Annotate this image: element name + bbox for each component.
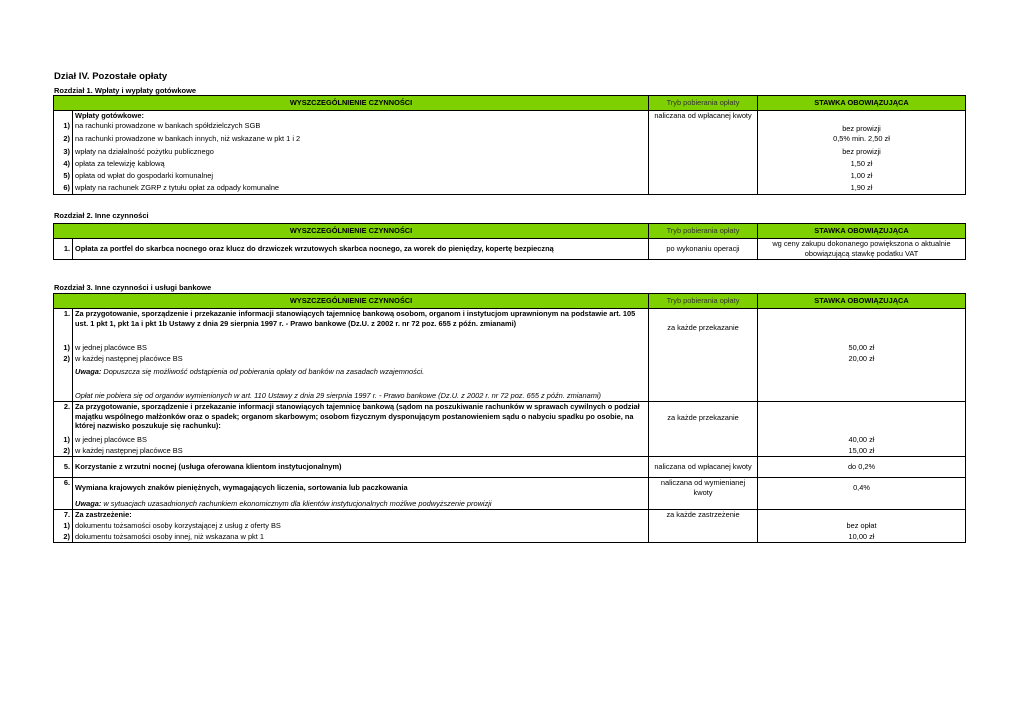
section-2-table <box>53 223 966 260</box>
table-row <box>54 183 966 195</box>
note-text-2: Opłat nie pobiera się od organów wymienionych w art. 110 Ustawy z dnia 29 sierpnia 1997 r. - Prawo bankowe (Dz.U. z 2002 r. nr 72 poz. 655 z późn. zmianami) <box>73 379 649 402</box>
table-row <box>54 343 966 354</box>
row-rate: 20,00 zł <box>758 354 966 365</box>
row-description: Za zastrzeżenie: <box>73 510 649 521</box>
row-rate: 1,00 zł <box>758 171 966 183</box>
row-rate: bez prowizji <box>758 121 966 134</box>
row-mode: po wykonaniu operacji <box>649 239 758 260</box>
table-header <box>54 224 966 239</box>
row-mode: naliczana od wymienianej kwoty <box>649 478 758 499</box>
section-2-title: Rozdział 2. Inne czynności <box>54 211 149 220</box>
row-number: 2) <box>54 532 73 543</box>
row-number: 1. <box>54 309 73 333</box>
section-1-table <box>53 95 966 195</box>
row-number: 1. <box>54 239 73 260</box>
row-number: 4) <box>54 159 73 171</box>
row-rate: bez prowizji <box>758 147 966 159</box>
row-description: na rachunki prowadzone w bankach spółdzielczych SGB <box>73 121 649 134</box>
table-header <box>54 96 966 111</box>
row-number: 6. <box>54 478 73 499</box>
header-rate: STAWKA OBOWIĄZUJĄCA <box>758 294 966 309</box>
note-row <box>54 379 966 402</box>
header-mode: Tryb pobierania opłaty <box>649 96 758 111</box>
row-mode: za każde przekazanie <box>649 309 758 333</box>
table-row <box>54 435 966 446</box>
table-row <box>54 309 966 333</box>
table-row <box>54 159 966 171</box>
row-number: 7. <box>54 510 73 521</box>
row-description: Wymiana krajowych znaków pieniężnych, wymagających liczenia, sortowania lub paczkowania <box>73 478 649 499</box>
row-description: w każdej następnej placówce BS <box>73 446 649 457</box>
row-description: dokumentu tożsamości osoby korzystającej z usług z oferty BS <box>73 521 649 532</box>
row-description: opłata za telewizję kablową <box>73 159 649 171</box>
page-title: Dział IV. Pozostałe opłaty <box>54 71 168 82</box>
note-label: Uwaga: <box>75 498 102 508</box>
row-number: 2) <box>54 354 73 365</box>
table-row <box>54 510 966 521</box>
row-rate: 0,5% min. 2,50 zł <box>758 134 966 147</box>
row-number: 3) <box>54 147 73 159</box>
row-rate: do 0,2% <box>758 457 966 478</box>
row-number: 2) <box>54 134 73 147</box>
row-number: 6) <box>54 183 73 195</box>
table-row <box>54 446 966 457</box>
row-description: Za przygotowanie, sporządzenie i przekazanie informacji stanowiących tajemnicę bankową osobom, organom i instytucjom uprawnionym na podstawie art. 105 ust. 1 pkt 1, pkt 1a i pkt 1b Ustawy z dnia 29 sierpnia 1997 r. - Prawo bankowe (Dz.U. z 2002 r. nr 72 poz. 655 z późn. zmianami) <box>73 309 649 333</box>
table-row <box>54 134 966 147</box>
row-description: wpłaty na rachunek ZGRP z tytułu opłat za odpady komunalne <box>73 183 649 195</box>
row-number: 1) <box>54 521 73 532</box>
section-1-heading: Wpłaty gotówkowe: <box>73 111 649 121</box>
row-rate: 40,00 zł <box>758 435 966 446</box>
row-description: wpłaty na działalność pożytku publicznego <box>73 147 649 159</box>
row-description: w jednej placówce BS <box>73 435 649 446</box>
row-mode: za każde zastrzeżenie <box>649 510 758 521</box>
table-row <box>54 521 966 532</box>
table-row <box>54 354 966 365</box>
table-row <box>54 171 966 183</box>
row-number: 1) <box>54 343 73 354</box>
row-description: dokumentu tożsamości osoby innej, niż wskazana w pkt 1 <box>73 532 649 543</box>
row-number: 2. <box>54 402 73 435</box>
header-description: WYSZCZEGÓLNIENIE CZYNNOŚCI <box>54 224 649 239</box>
row-mode: naliczana od wpłacanej kwoty <box>649 457 758 478</box>
row-description: na rachunki prowadzone w bankach innych, niż wskazane w pkt 1 i 2 <box>73 134 649 147</box>
row-description: Za przygotowanie, sporządzenie i przekazanie informacji stanowiących tajemnicę bankową (sądom na poszukiwanie rachunków w sprawach cywilnych o podział majątku wspólnego małżonków oraz o spadek; organom skarbowym; osobom fizycznym dysponującym postanowieniem sądu o nabyciu spadku po osobie, na której nazwisko poszukuje się rachunku): <box>73 402 649 435</box>
table-header <box>54 294 966 309</box>
table-row <box>54 478 966 499</box>
row-rate: 15,00 zł <box>758 446 966 457</box>
table-row <box>54 457 966 478</box>
row-rate: 50,00 zł <box>758 343 966 354</box>
table-row <box>54 147 966 159</box>
row-description: w każdej następnej placówce BS <box>73 354 649 365</box>
section-3-title: Rozdział 3. Inne czynności i usługi bankowe <box>54 283 212 292</box>
row-rate: 0,4% <box>758 478 966 499</box>
header-rate: STAWKA OBOWIĄZUJĄCA <box>758 224 966 239</box>
note-text: Dopuszcza się możliwość odstąpienia od pobierania opłaty od banków na zasadach wzajemności. <box>103 366 425 376</box>
header-description: WYSZCZEGÓLNIENIE CZYNNOŚCI <box>54 294 649 309</box>
row-description: w jednej placówce BS <box>73 343 649 354</box>
row-number: 5. <box>54 457 73 478</box>
row-rate: bez opłat <box>758 521 966 532</box>
row-description: opłata od wpłat do gospodarki komunalnej <box>73 171 649 183</box>
section-3-table <box>53 293 966 543</box>
row-number: 1) <box>54 435 73 446</box>
row-rate: 1,90 zł <box>758 183 966 195</box>
header-mode: Tryb pobierania opłaty <box>649 294 758 309</box>
note-row <box>54 365 966 379</box>
row-number: 5) <box>54 171 73 183</box>
row-number: 2) <box>54 446 73 457</box>
row-rate: 1,50 zł <box>758 159 966 171</box>
section-1-mode: naliczana od wpłacanej kwoty <box>649 111 758 134</box>
header-rate: STAWKA OBOWIĄZUJĄCA <box>758 96 966 111</box>
table-row <box>54 402 966 435</box>
note-label: Uwaga: <box>75 366 102 376</box>
table-row <box>54 121 966 134</box>
row-mode: za każde przekazanie <box>649 402 758 435</box>
table-row <box>54 239 966 260</box>
row-rate: wg ceny zakupu dokonanego powiększona o aktualnie obowiązującą stawkę podatku VAT <box>758 239 966 260</box>
note-text: w sytuacjach uzasadnionych rachunkiem ekonomicznym dla klientów instytucjonalnych możliwe podwyższenie prowizji <box>103 498 492 508</box>
note-row <box>54 499 966 510</box>
table-row <box>54 532 966 543</box>
row-rate: 10,00 zł <box>758 532 966 543</box>
row-description: Opłata za portfel do skarbca nocnego oraz klucz do drzwiczek wrzutowych skarbca nocnego, za worek do pieniędzy, kopertę bezpieczną <box>73 239 649 260</box>
header-mode: Tryb pobierania opłaty <box>649 224 758 239</box>
row-description: Korzystanie z wrzutni nocnej (usługa oferowana klientom instytucjonalnym) <box>73 457 649 478</box>
row-number: 1) <box>54 121 73 134</box>
header-description: WYSZCZEGÓLNIENIE CZYNNOŚCI <box>54 96 649 111</box>
section-1-title: Rozdział 1. Wpłaty i wypłaty gotówkowe <box>54 86 197 95</box>
